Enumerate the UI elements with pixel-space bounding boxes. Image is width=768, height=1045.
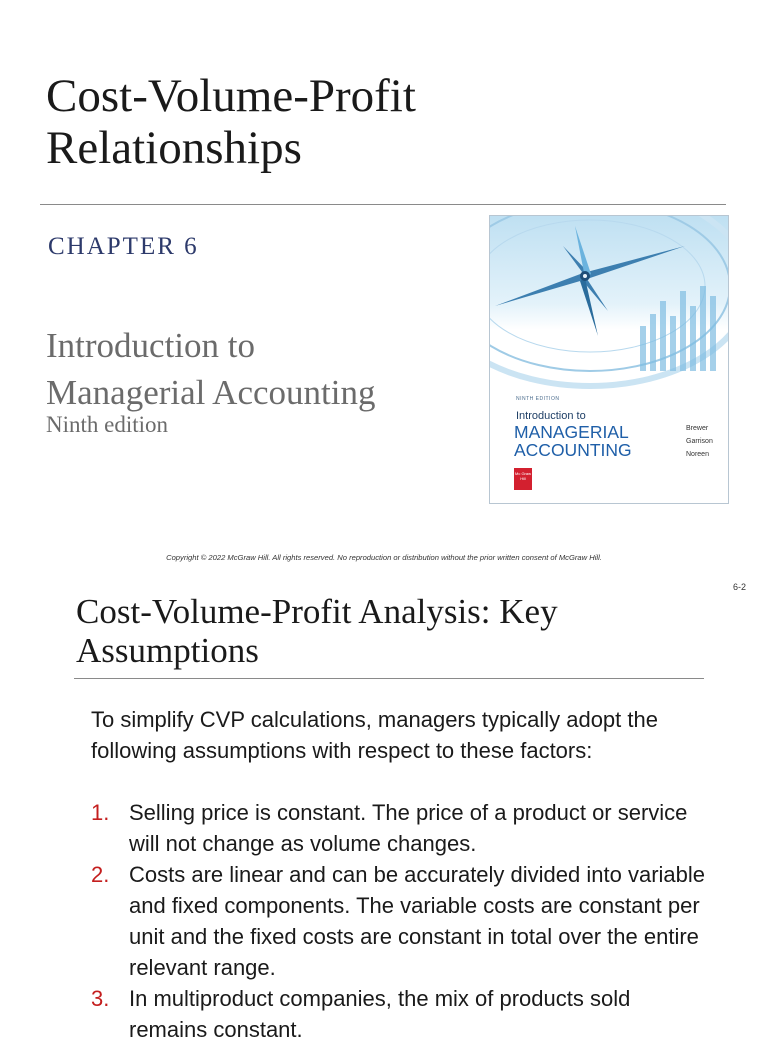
list-number: 2. bbox=[91, 862, 110, 887]
assumptions-list bbox=[91, 797, 711, 1045]
page-number: 6-2 bbox=[733, 582, 747, 592]
cover-title-line-1: MANAGERIAL bbox=[514, 422, 629, 442]
book-title bbox=[46, 322, 375, 416]
slide-title-line-2: Assumptions bbox=[76, 631, 259, 670]
publisher-logo: Mc Graw Hill bbox=[514, 468, 532, 490]
slide-title bbox=[76, 592, 716, 670]
title-divider bbox=[74, 678, 704, 679]
list-item-text: Costs are linear and can be accurately divided into variable and fixed components. The variable costs are constant per unit and the fixed costs are constant in total over the entire relevant range. bbox=[129, 862, 705, 980]
copyright-notice: Copyright © 2022 McGraw Hill. All rights reserved. No reproduction or distribution without the prior written consent of McGraw Hill. bbox=[166, 553, 602, 562]
cover-edition-label: NINTH EDITION bbox=[516, 396, 560, 402]
list-item-text: In multiproduct companies, the mix of products sold remains constant. bbox=[129, 986, 631, 1042]
intro-paragraph: To simplify CVP calculations, managers typically adopt the following assumptions with respect to these factors: bbox=[91, 707, 658, 763]
cover-intro-text: Introduction to bbox=[516, 410, 586, 422]
slide-title-line-2: Relationships bbox=[46, 122, 302, 174]
book-title-line-2: Managerial Accounting bbox=[46, 373, 376, 412]
cover-author: Brewer bbox=[686, 425, 709, 432]
slide-title bbox=[46, 70, 646, 174]
edition-label: Ninth edition bbox=[46, 412, 169, 437]
book-cover-image bbox=[489, 215, 729, 504]
slide-title-line-1: Cost-Volume-Profit Analysis: Key bbox=[76, 592, 558, 631]
cover-title-line-2: ACCOUNTING bbox=[514, 440, 632, 460]
list-item-text: Selling price is constant. The price of a product or service will not change as volume changes. bbox=[129, 800, 688, 856]
slide-title-line-1: Cost-Volume-Profit bbox=[46, 70, 416, 122]
title-divider bbox=[40, 204, 726, 205]
cover-author: Noreen bbox=[686, 451, 709, 458]
list-number: 1. bbox=[91, 800, 110, 825]
book-title-line-1: Introduction to bbox=[46, 326, 255, 365]
list-number: 3. bbox=[91, 986, 110, 1011]
list-item bbox=[91, 859, 711, 983]
list-item bbox=[91, 983, 711, 1045]
list-item bbox=[91, 797, 711, 859]
cover-author: Garrison bbox=[686, 438, 713, 445]
chapter-label: CHAPTER 6 bbox=[48, 233, 199, 260]
